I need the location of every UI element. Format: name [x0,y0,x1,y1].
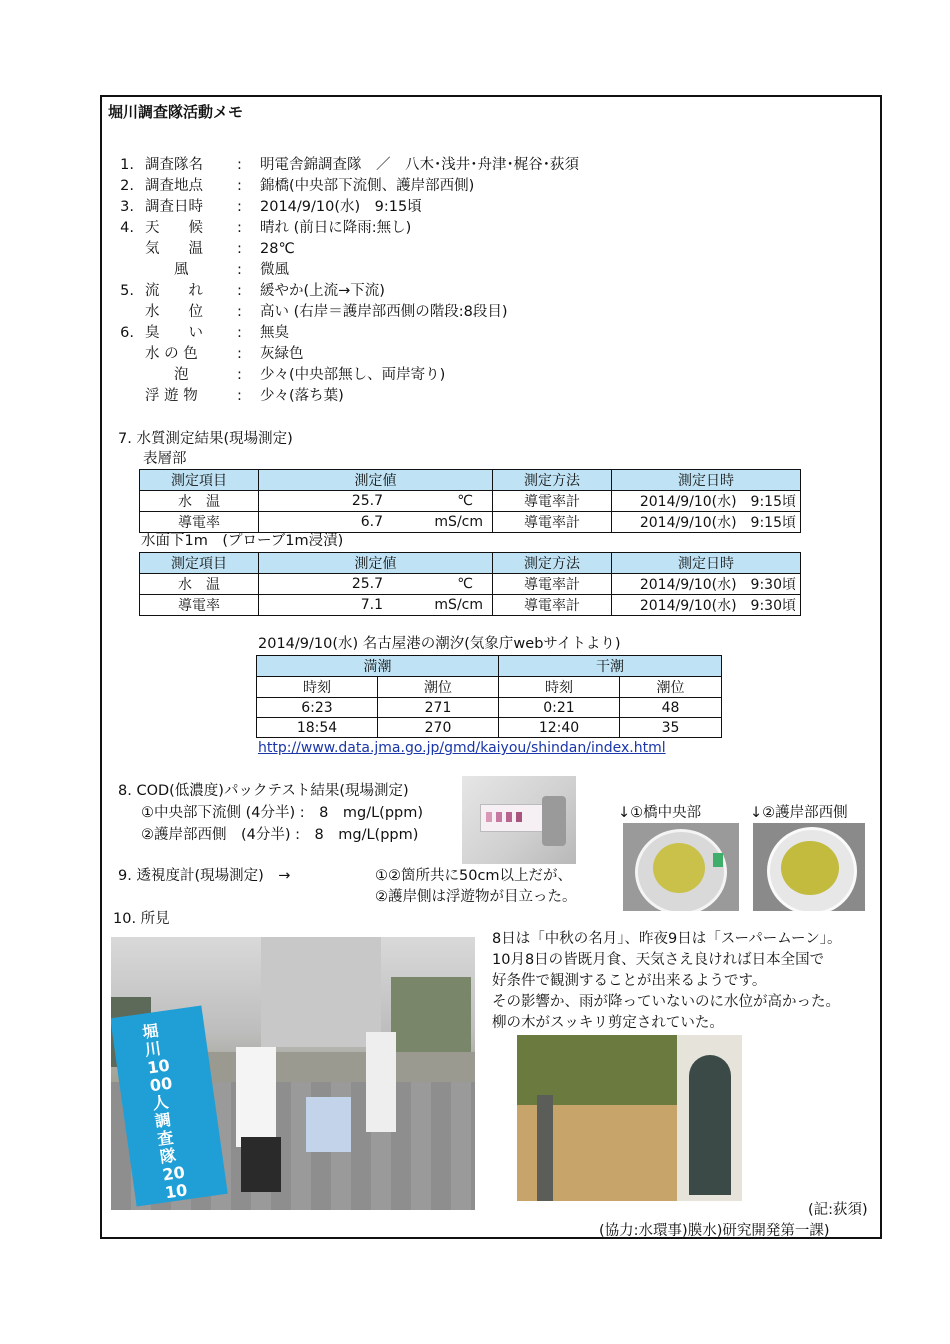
header-method: 測定方法 [493,553,612,574]
jma-link[interactable]: http://www.data.jma.go.jp/gmd/kaiyou/shindan/index.html [258,740,666,756]
item-colon: : [237,157,242,173]
cell-datetime: 2014/9/10(水) 9:15頃 [612,512,801,533]
cell-datetime: 2014/9/10(水) 9:30頃 [612,595,801,616]
depth-table [139,552,801,616]
table-row [140,512,801,533]
item-colon: : [237,367,242,383]
cell-low-time: 0:21 [499,698,620,718]
item-value: 少々(落ち葉) [260,388,344,404]
item-number: 5. [120,283,134,299]
item-number: 1. [120,157,134,173]
cell-method: 導電率計 [493,512,612,533]
item-value: 28℃ [260,241,295,257]
item-value: 灰緑色 [260,346,304,362]
remark-line: 8日は「中秋の名月」、昨夜9日は「スーパームーン」。 [492,931,842,947]
item-colon: : [237,346,242,362]
item-colon: : [237,325,242,341]
cell-value [259,512,493,533]
item-number: 2. [120,178,134,194]
header-datetime: 測定日時 [612,470,801,491]
cell-item: 導電率 [140,512,259,533]
stone-wall [537,1095,553,1201]
item-value: 高い (右岸＝護岸部西側の階段:8段目) [260,304,508,320]
table-row [140,574,801,595]
item-value: 無臭 [260,325,289,341]
depth-label: 水面下1m (プローブ1m浸漬) [141,533,344,549]
water-sample [653,843,705,893]
item-label: 調査日時 [145,199,203,215]
pack-test-photo [462,776,576,864]
table-row [140,595,801,616]
header-value: 測定値 [259,553,493,574]
item-label: 気 温 [145,241,203,257]
cell-method: 導電率計 [493,491,612,512]
item-value: 明電舎錦調査隊 ／ 八木･浅井･舟津･梶谷･荻須 [260,157,579,173]
color-chip [506,812,512,822]
surface-table [139,469,801,533]
section10-heading: 10. 所見 [113,911,170,927]
item-number: 4. [120,220,134,236]
item-label: 水 の 色 [145,346,198,362]
caption-bridge-center: ↓①橋中央部 [618,805,702,821]
value-unit: mS/cm [434,514,483,530]
high-tide-header: 満潮 [257,656,499,677]
cell-value [259,491,493,512]
header-method: 測定方法 [493,470,612,491]
author-note: (記:荻須) [808,1202,868,1218]
remark-line: その影響か、雨が降っていないのに水位が高かった。 [492,994,840,1010]
cell-high-time: 18:54 [257,718,378,738]
cell-high-level: 271 [378,698,499,718]
value-number: 6.7 [360,514,383,530]
cell-item: 水 温 [140,574,259,595]
item-label: 風 [145,262,189,278]
color-chip [496,812,502,822]
person [366,1032,396,1132]
header-value: 測定値 [259,470,493,491]
transparency-photo-2 [753,823,865,911]
item-colon: : [237,262,242,278]
page-title: 堀川調査隊活動メモ [108,103,244,121]
table-row [257,698,722,718]
item-value: 微風 [260,262,289,278]
bridge-railing [171,1052,475,1082]
col-level: 潮位 [620,677,722,698]
item-value: 緩やか(上流→下流) [260,283,385,299]
tide-caption: 2014/9/10(水) 名古屋港の潮汐(気象庁webサイトより) [258,636,621,652]
cell-low-time: 12:40 [499,718,620,738]
item-label: 天 候 [145,220,203,236]
item-number: 3. [120,199,134,215]
tide-table [256,655,722,738]
section8-heading: 8. COD(低濃度)パックテスト結果(現場測定) [118,783,409,799]
header-item: 測定項目 [140,470,259,491]
item-label: 水 位 [145,304,203,320]
credit-note: (協力:水環事)膜水)研究開発第一課) [599,1223,830,1239]
item-colon: : [237,199,242,215]
cell-high-level: 270 [378,718,499,738]
item-colon: : [237,241,242,257]
person [236,1047,276,1147]
item-value: 晴れ (前日に降雨:無し) [260,220,412,236]
color-chip [516,812,522,822]
surface-label: 表層部 [143,451,187,467]
remark-line: 柳の木がスッキリ剪定されていた。 [492,1015,724,1031]
item-number: 6. [120,325,134,341]
remark-line: 10月8日の皆既月食、天気さえ良ければ日本全国で [492,952,825,968]
survey-team-photo [111,937,475,1210]
section7-heading: 7. 水質測定結果(現場測定) [118,431,293,447]
cell-datetime: 2014/9/10(水) 9:15頃 [612,491,801,512]
cod-result-2: ②護岸部西側 (4分半) : 8 mg/L(ppm) [141,827,419,843]
banner-text: 堀川1000人調査隊 2010 [141,1020,189,1203]
item-colon: : [237,220,242,236]
value-number: 25.7 [351,493,383,509]
person [306,1097,351,1152]
cell-method: 導電率計 [493,595,612,616]
item-label: 調査隊名 [145,157,203,173]
header-datetime: 測定日時 [612,553,801,574]
col-time: 時刻 [499,677,620,698]
cell-item: 水 温 [140,491,259,512]
item-label: 臭 い [145,325,203,341]
tube [542,796,566,846]
table-row [257,718,722,738]
bridge-arch [689,1055,731,1195]
color-chip [486,812,492,822]
caption-revetment-west: ↓②護岸部西側 [750,805,848,821]
item-value: 2014/9/10(水) 9:15頃 [260,199,422,215]
cell-item: 導電率 [140,595,259,616]
building [261,937,381,1047]
water-sample [781,841,839,895]
cod-result-1: ①中央部下流側 (4分半) : 8 mg/L(ppm) [141,805,424,821]
item-colon: : [237,178,242,194]
col-time: 時刻 [257,677,378,698]
cell-value [259,574,493,595]
transparency-note-2: ②護岸側は浮遊物が目立った。 [375,889,577,905]
transparency-note-1: ①②箇所共に50cm以上だが、 [375,868,573,884]
header-item: 測定項目 [140,553,259,574]
item-label: 流 れ [145,283,203,299]
item-label: 調査地点 [145,178,203,194]
value-number: 7.1 [360,597,383,613]
table-row [140,491,801,512]
cell-value [259,595,493,616]
person-legs [241,1137,281,1192]
value-number: 25.7 [351,576,383,592]
cell-high-time: 6:23 [257,698,378,718]
item-colon: : [237,388,242,404]
section9-heading: 9. 透視度計(現場測定) → [118,868,291,884]
cell-low-level: 35 [620,718,722,738]
cell-low-level: 48 [620,698,722,718]
item-label: 浮 遊 物 [145,388,198,404]
col-level: 潮位 [378,677,499,698]
cell-method: 導電率計 [493,574,612,595]
value-unit: ℃ [457,493,473,509]
remark-line: 好条件で観測することが出来るようです。 [492,973,767,989]
item-colon: : [237,283,242,299]
cell-datetime: 2014/9/10(水) 9:30頃 [612,574,801,595]
item-colon: : [237,304,242,320]
item-label: 泡 [145,367,189,383]
value-unit: ℃ [457,576,473,592]
marker [713,853,723,867]
value-unit: mS/cm [434,597,483,613]
willow-photo [517,1035,742,1201]
item-value: 少々(中央部無し、両岸寄り) [260,367,446,383]
low-tide-header: 干潮 [499,656,722,677]
transparency-photo-1 [623,823,739,911]
item-value: 錦橋(中央部下流側、護岸部西側) [260,178,475,194]
